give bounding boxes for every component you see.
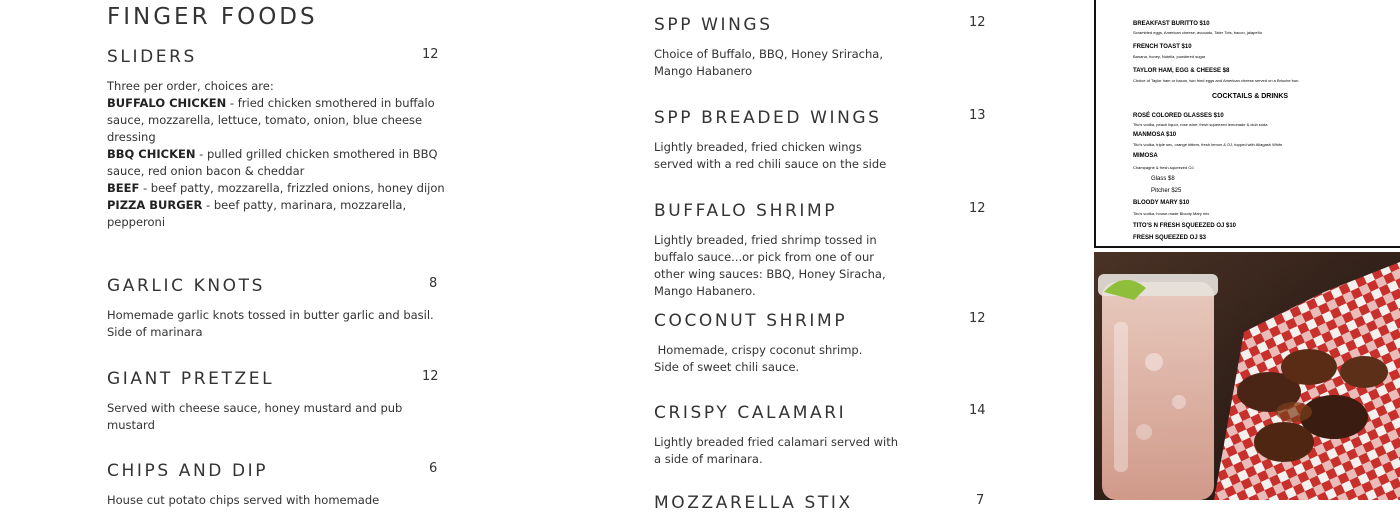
- item-price: 12: [422, 369, 439, 384]
- printed-menu-line: Banana, honey, Nutella, powdered sugar: [1133, 54, 1206, 59]
- item-description: [107, 78, 447, 231]
- item-description: Lightly breaded fried calamari served with a side of marinara.: [654, 435, 899, 466]
- item-description: House cut potato chips served with homemade: [107, 493, 380, 507]
- printed-menu-line: ROSÉ COLORED GLASSES $10: [1133, 113, 1224, 119]
- printed-menu-line: Tito's vodka, peach liquor, rose wine, fresh squeezed lemonade & club soda: [1133, 122, 1268, 127]
- item-name: MOZZARELLA STIX: [654, 493, 853, 513]
- item-price: 12: [422, 47, 439, 62]
- item-price: 12: [969, 201, 986, 216]
- printed-menu-line: Choice of Taylor ham or bacon, two fried eggs and American cheese served on a Brioche bun.: [1133, 78, 1300, 83]
- item-name: GIANT PRETZEL: [107, 369, 275, 389]
- item-price: 14: [969, 403, 986, 418]
- item-price: 13: [969, 108, 986, 123]
- mason-jar-drink: [1098, 274, 1218, 500]
- printed-menu-line: Champagne & fresh-squeezed OJ.: [1133, 165, 1195, 170]
- option-desc: - pulled grilled chicken smothered in BBQ sauce, red onion bacon & cheddar: [107, 147, 438, 178]
- item-description: Served with cheese sauce, honey mustard and pub mustard: [107, 401, 403, 432]
- printed-menu-line: FRESH SQUEEZED OJ $3: [1133, 235, 1207, 241]
- item-name: COCONUT SHRIMP: [654, 311, 848, 331]
- item-price: 6: [429, 461, 438, 476]
- option-name: BEEF: [107, 181, 140, 195]
- menu-item-buffalo-shrimp: [654, 201, 994, 300]
- item-price: 7: [976, 493, 985, 508]
- menu-item-coconut-shrimp: [654, 311, 994, 376]
- right-panel: [1094, 0, 1400, 500]
- menu-item-spp-wings: [654, 15, 994, 80]
- item-description: Choice of Buffalo, BBQ, Honey Sriracha, Mango Habanero: [654, 47, 883, 78]
- printed-menu-line: Pitcher $25: [1151, 188, 1182, 194]
- item-description: Lightly breaded, fried shrimp tossed in buffalo sauce...or pick from one of our other wing sauces: BBQ, Honey Siracha, Mango Habanero.: [654, 233, 886, 298]
- drink-and-wings-photo: [1094, 252, 1400, 500]
- item-intro: Three per order, choices are:: [107, 79, 274, 93]
- item-description: Homemade garlic knots tossed in butter garlic and basil. Side of marinara: [107, 308, 434, 339]
- item-name: BUFFALO SHRIMP: [654, 201, 838, 221]
- printed-menu-image: [1094, 0, 1400, 248]
- menu-item-crispy-calamari: [654, 403, 994, 468]
- printed-menu-line: MANMOSA $10: [1133, 132, 1177, 138]
- slider-option: [107, 146, 447, 180]
- printed-menu-line: FRENCH TOAST $10: [1133, 44, 1192, 50]
- menu-item-garlic-knots: [107, 276, 447, 341]
- item-name: SPP BREADED WINGS: [654, 108, 882, 128]
- menu-item-chips-and-dip: [107, 461, 447, 507]
- section-title: FINGER FOODS: [107, 4, 318, 30]
- printed-menu-line: Tito's vodka, triple sec, orange bitters, fresh lemon & OJ, topped with Allagash White: [1133, 142, 1283, 147]
- printed-menu-line: TAYLOR HAM, EGG & CHEESE $8: [1133, 68, 1230, 74]
- option-desc: - beef patty, marinara, mozzarella, pepperoni: [107, 198, 407, 229]
- menu-item-spp-breaded-wings: [654, 108, 994, 173]
- printed-menu-line: Scrambled eggs, American cheese, avocado, Tater Tots, bacon, jalapeño: [1133, 30, 1263, 35]
- printed-menu-line: BREAKFAST BURITTO $10: [1133, 21, 1210, 27]
- printed-menu-line: MIMOSA: [1133, 153, 1158, 159]
- option-desc: - fried chicken smothered in buffalo sauce, mozzarella, lettuce, tomato, onion, blue cheese dressing: [107, 96, 435, 144]
- item-name: SPP WINGS: [654, 15, 773, 35]
- menu-item-sliders: [107, 47, 447, 231]
- item-name: CHIPS AND DIP: [107, 461, 269, 481]
- printed-menu-content: [1096, 0, 1400, 248]
- item-price: 8: [429, 276, 438, 291]
- option-name: BUFFALO CHICKEN: [107, 96, 227, 110]
- menu-item-giant-pretzel: [107, 369, 447, 434]
- printed-menu-line: Glass $8: [1151, 176, 1175, 182]
- item-price: 12: [969, 311, 986, 326]
- item-description: Lightly breaded, fried chicken wings served with a red chili sauce on the side: [654, 140, 887, 171]
- slider-option: [107, 95, 447, 146]
- item-name: SLIDERS: [107, 47, 197, 67]
- slider-option: [107, 180, 447, 197]
- option-name: PIZZA BURGER: [107, 198, 203, 212]
- item-name: CRISPY CALAMARI: [654, 403, 847, 423]
- printed-menu-line: COCKTAILS & DRINKS: [1212, 93, 1289, 100]
- option-name: BBQ CHICKEN: [107, 147, 196, 161]
- printed-menu-line: TITO'S N FRESH SQUEEZED OJ $10: [1133, 223, 1237, 229]
- printed-menu-line: BLOODY MARY $10: [1133, 200, 1190, 206]
- photo-illustration: [1094, 252, 1400, 500]
- menu-item-mozzarella-stix: [654, 493, 994, 513]
- item-description: Homemade, crispy coconut shrimp. Side of sweet chili sauce.: [654, 343, 870, 374]
- slider-option: [107, 197, 447, 231]
- printed-menu-line: Tito's vodka, house-made Bloody Mary mix: [1133, 211, 1210, 216]
- item-price: 12: [969, 15, 986, 30]
- option-desc: - beef patty, mozzarella, frizzled onions, honey dijon: [139, 181, 445, 195]
- item-name: GARLIC KNOTS: [107, 276, 265, 296]
